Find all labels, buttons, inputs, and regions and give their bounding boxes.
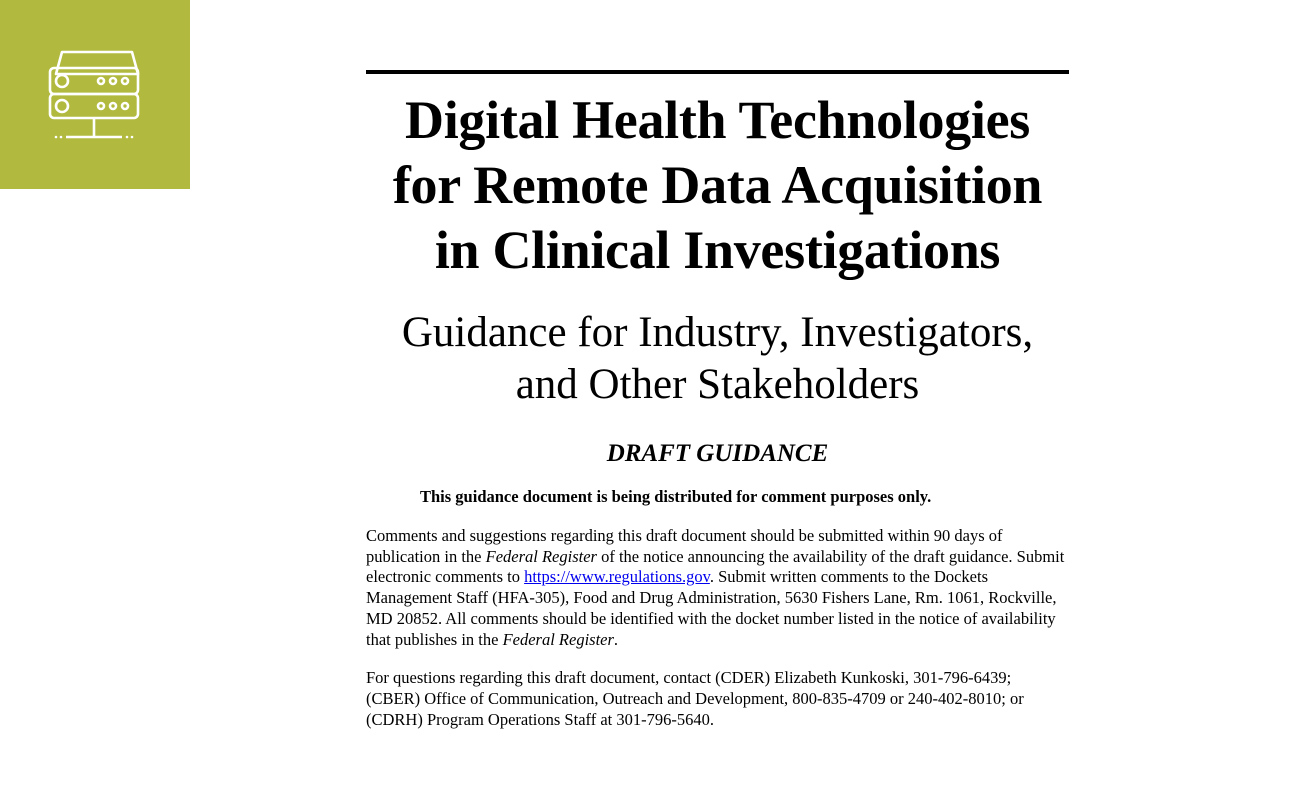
top-rule <box>366 70 1069 74</box>
draft-label: DRAFT GUIDANCE <box>606 440 829 467</box>
document-subtitle <box>366 307 1069 411</box>
federal-register-ref: Federal Register <box>485 546 597 566</box>
comments-text: Comments and suggestions regarding this draft document should be submitted within 90 days of publication in the <box>366 526 1003 566</box>
distribution-notice: This guidance document is being distributed for comment purposes only. <box>420 487 932 506</box>
logo-tile <box>0 0 190 189</box>
document-title <box>366 88 1069 283</box>
federal-register-ref: Federal Register <box>502 629 614 649</box>
comments-text: . Submit written comments to the Dockets Management Staff (HFA-305), Food and Drug Administration, 5630 Fishers Lane, Rm. 1061, Rockville, MD 20852. All comments should be identified with the docket number listed in the notice of availability that publishes in the <box>366 567 1057 649</box>
regulations-gov-link[interactable]: https://www.regulations.gov <box>524 567 710 587</box>
title-line: in Clinical Investigations <box>434 220 1001 280</box>
server-rack-icon <box>44 44 144 144</box>
comments-paragraph <box>366 526 1069 650</box>
title-line: for Remote Data Acquisition <box>392 155 1043 215</box>
subtitle-line: and Other Stakeholders <box>515 361 920 408</box>
subtitle-line: Guidance for Industry, Investigators, <box>401 309 1034 356</box>
comments-text: . <box>613 629 619 649</box>
title-line: Digital Health Technologies <box>405 90 1030 150</box>
questions-paragraph: For questions regarding this draft document, contact (CDER) Elizabeth Kunkoski, 301-796-6439; (CBER) Office of Communication, Outreach and Development, 800-835-4709 or 240-402-8010; or (CDRH) Program Operations Staff at 301-796-5640. <box>366 668 1024 729</box>
guidance-document <box>366 70 1069 730</box>
comments-text: of the notice announcing the availability of the draft guidance. Submit electronic comments to <box>366 546 1065 587</box>
